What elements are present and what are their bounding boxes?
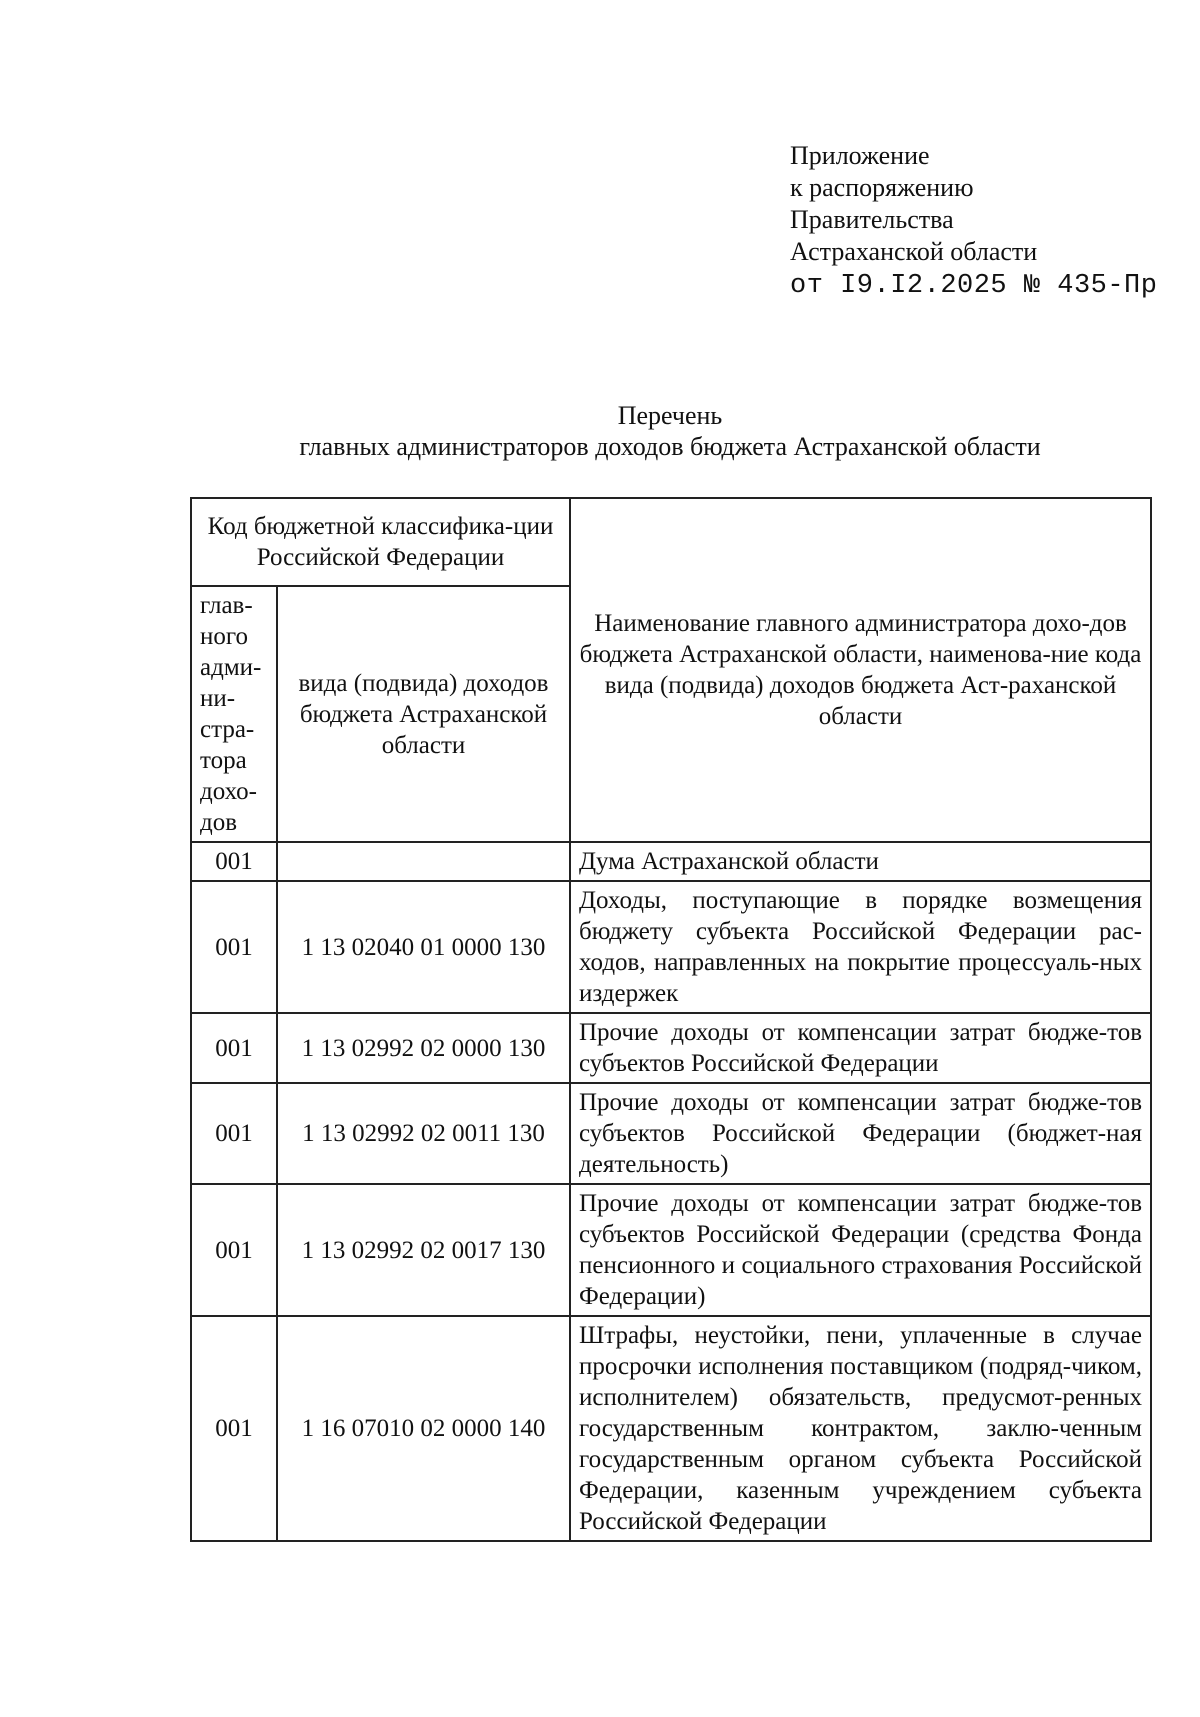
income-code-cell: 1 13 02040 01 0000 130	[277, 881, 570, 1013]
table-row	[191, 881, 1151, 1013]
table-row	[191, 1184, 1151, 1316]
name-cell: Прочие доходы от компенсации затрат бюдже-тов субъектов Российской Федерации	[570, 1013, 1151, 1083]
admin-code-cell: 001	[191, 881, 277, 1013]
admin-code-cell: 001	[191, 842, 277, 881]
name-cell: Дума Астраханской области	[570, 842, 1151, 881]
name-cell: Прочие доходы от компенсации затрат бюдже-тов субъектов Российской Федерации (средства Фонда пенсионного и социального страхования Российской Федерации)	[570, 1184, 1151, 1316]
title-line: Перечень	[617, 401, 723, 430]
income-code-cell: 1 13 02992 02 0011 130	[277, 1083, 570, 1184]
appendix-line: к распоряжению	[790, 173, 974, 202]
header-cbk: Код бюджетной классифика-ции Российской Федерации	[191, 498, 570, 586]
table-row	[191, 842, 1151, 881]
header-admin-code: глав-ного адми-ни-стра-тора дохо-дов	[191, 586, 277, 842]
income-code-cell: 1 13 02992 02 0017 130	[277, 1184, 570, 1316]
table-row	[191, 1083, 1151, 1184]
administrators-table	[190, 497, 1152, 1542]
table-row	[191, 1013, 1151, 1083]
header-income-kind: вида (подвида) доходов бюджета Астраханской области	[277, 586, 570, 842]
table-row	[191, 1316, 1151, 1541]
name-cell: Прочие доходы от компенсации затрат бюдже-тов субъектов Российской Федерации (бюджет-ная деятельность)	[570, 1083, 1151, 1184]
admin-code-cell: 001	[191, 1083, 277, 1184]
name-cell: Штрафы, неустойки, пени, уплаченные в случае просрочки исполнения поставщиком (подряд-чиком, исполнителем) обязательств, предусмот-ренных государственным контрактом, заклю-ченным государственным органом субъекта Российской Федерации, казенным учреждением субъекта Российской Федерации	[570, 1316, 1151, 1541]
appendix-line: Астраханской области	[790, 237, 1038, 266]
income-code-cell	[277, 842, 570, 881]
order-number: от I9.I2.2025 № 435-Пр	[790, 271, 1158, 301]
name-cell: Доходы, поступающие в порядке возмещения бюджету субъекта Российской Федерации рас-ходов, направленных на покрытие процессуаль-ных издержек	[570, 881, 1151, 1013]
document-title	[190, 400, 1150, 462]
appendix-line: Приложение	[790, 141, 930, 170]
income-code-cell: 1 13 02992 02 0000 130	[277, 1013, 570, 1083]
admin-code-cell: 001	[191, 1184, 277, 1316]
admin-code-cell: 001	[191, 1316, 277, 1541]
header-name: Наименование главного администратора дохо-дов бюджета Астраханской области, наименова-ние кода вида (подвида) доходов бюджета Аст-раханской области	[570, 498, 1151, 842]
appendix-line: Правительства	[790, 205, 954, 234]
appendix-block	[790, 140, 1157, 302]
income-code-cell: 1 16 07010 02 0000 140	[277, 1316, 570, 1541]
title-line: главных администраторов доходов бюджета Астраханской области	[299, 432, 1041, 461]
admin-code-cell: 001	[191, 1013, 277, 1083]
